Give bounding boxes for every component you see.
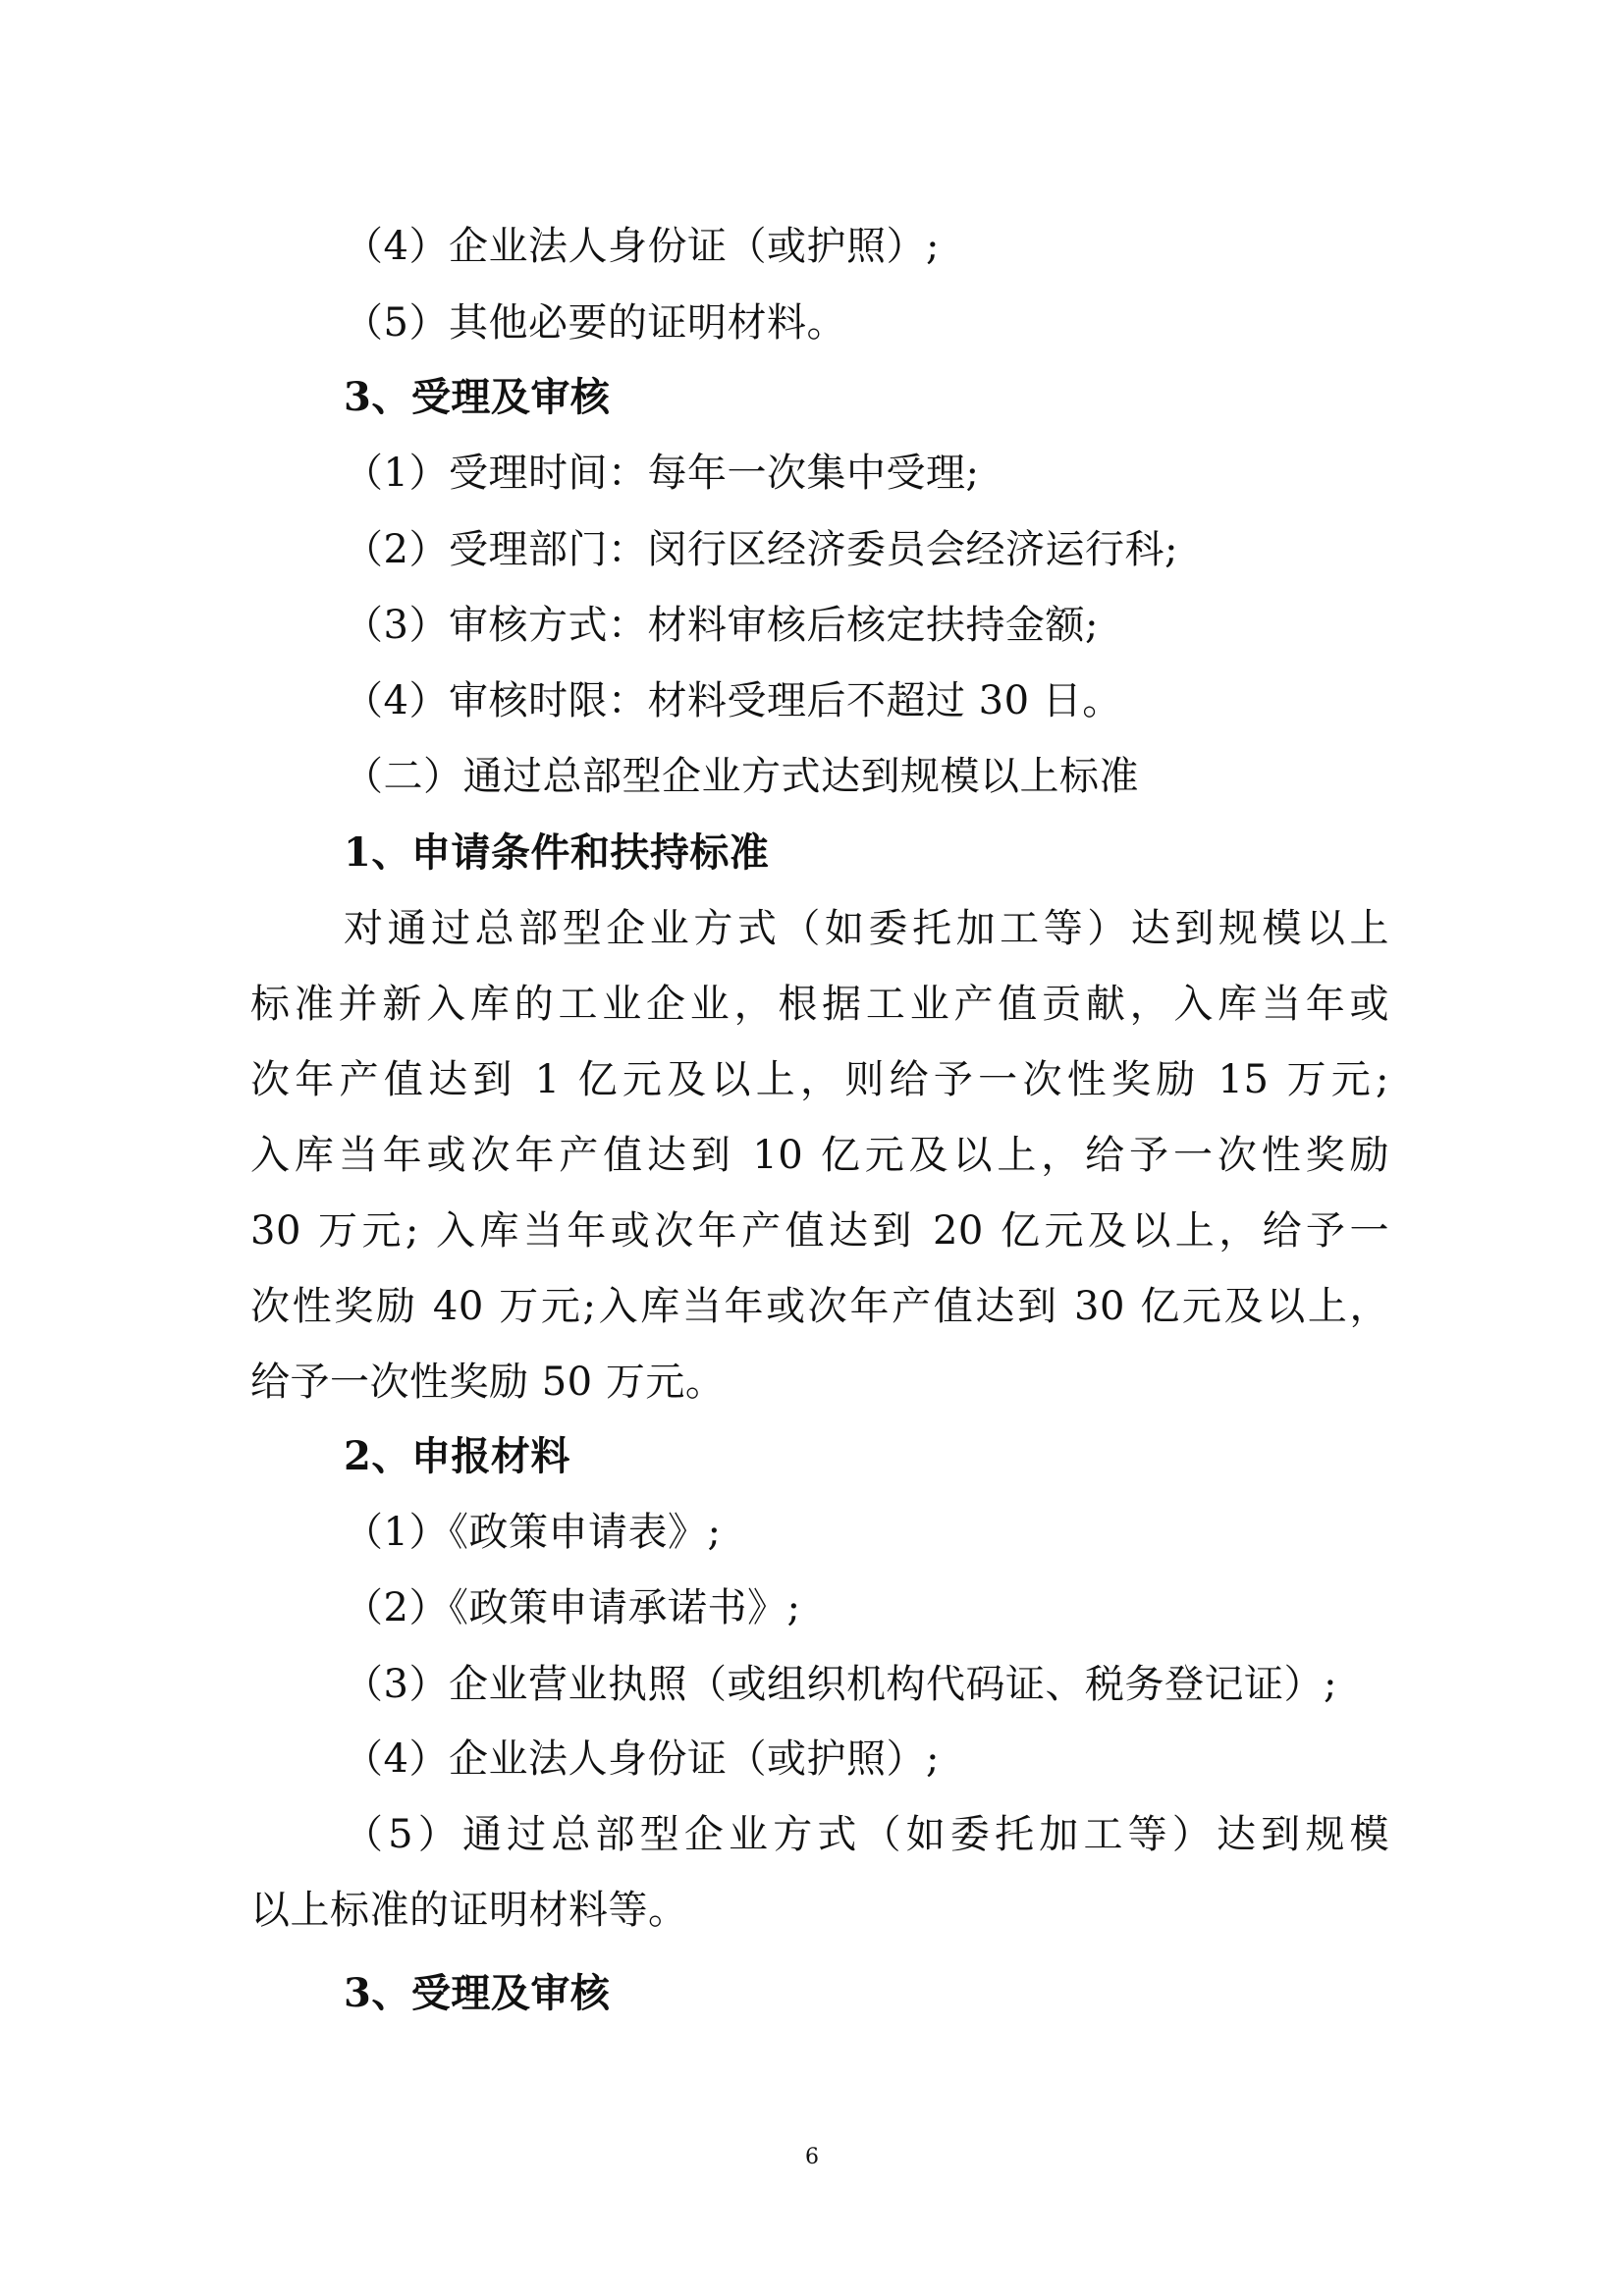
paragraph-line: 入库当年或次年产值达到 10 亿元及以上，给予一次性奖励 <box>250 1133 1389 1178</box>
paragraph-line: 标准并新入库的工业企业，根据工业产值贡献，入库当年或 <box>250 982 1389 1027</box>
body-line: （1）《政策申请表》; <box>344 1510 722 1555</box>
paragraph-line: 次性奖励 40 万元;入库当年或次年产值达到 30 亿元及以上， <box>250 1284 1389 1329</box>
body-line: （5）通过总部型企业方式（如委托加工等）达到规模 <box>344 1812 1389 1857</box>
body-line: （1）受理时间：每年一次集中受理; <box>344 451 980 496</box>
section-heading: 3、受理及审核 <box>344 1970 611 2016</box>
subsection-heading: （二）通过总部型企业方式达到规模以上标准 <box>344 754 1139 799</box>
paragraph-line: 次年产值达到 1 亿元及以上，则给予一次性奖励 15 万元; <box>250 1057 1389 1102</box>
body-line: （4）审核时限：材料受理后不超过 30 日。 <box>344 678 1122 723</box>
section-heading: 1、申请条件和扶持标准 <box>344 829 770 876</box>
body-line: 以上标准的证明材料等。 <box>250 1888 688 1933</box>
body-line: （4）企业法人身份证（或护照）; <box>344 224 940 269</box>
body-line: （3）企业营业执照（或组织机构代码证、税务登记证）; <box>344 1662 1337 1707</box>
body-line: （2）受理部门：闵行区经济委员会经济运行科; <box>344 527 1178 572</box>
paragraph-line: 30 万元; 入库当年或次年产值达到 20 亿元及以上，给予一 <box>250 1208 1389 1254</box>
body-line: （2）《政策申请承诺书》; <box>344 1585 801 1630</box>
body-line: （4）企业法人身份证（或护照）; <box>344 1736 940 1782</box>
page-number: 6 <box>805 2145 819 2169</box>
section-heading: 2、申报材料 <box>344 1433 570 1479</box>
body-line: （3）审核方式：材料审核后核定扶持金额; <box>344 603 1099 648</box>
paragraph-line: 对通过总部型企业方式（如委托加工等）达到规模以上 <box>344 906 1389 951</box>
section-heading: 3、受理及审核 <box>344 374 611 420</box>
paragraph-line: 给予一次性奖励 50 万元。 <box>250 1360 726 1405</box>
body-line: （5）其他必要的证明材料。 <box>344 300 846 346</box>
